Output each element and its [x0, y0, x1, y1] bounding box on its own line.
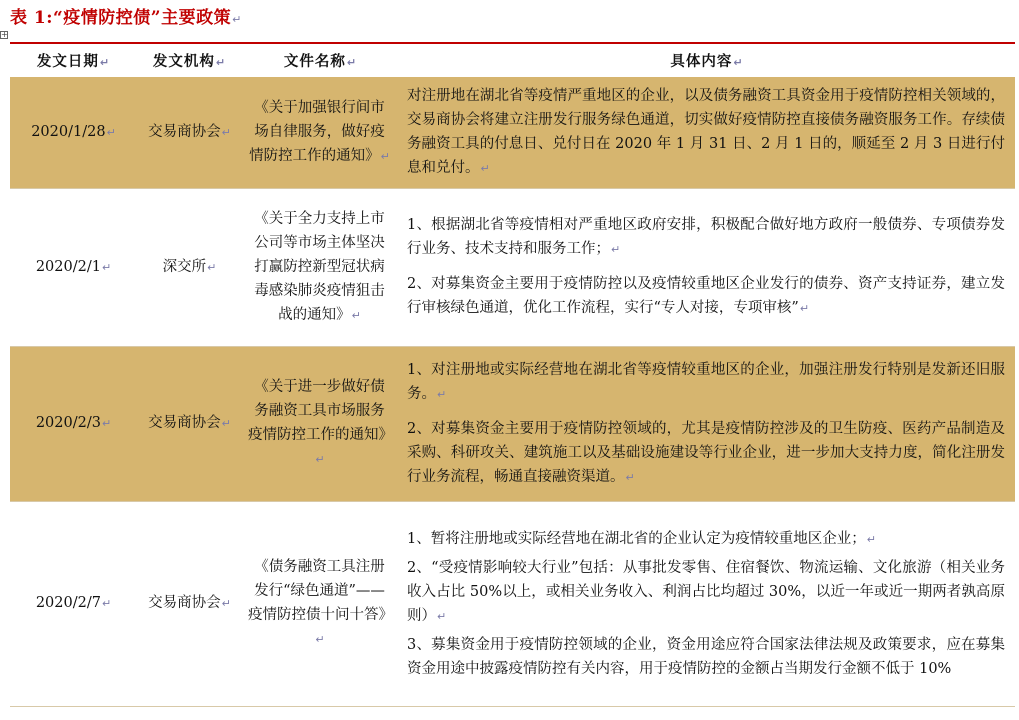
paragraph-mark-icon: ↵ — [346, 56, 358, 69]
content-paragraph: 2、对募集资金主要用于疫情防控领域的，尤其是疫情防控涉及的卫生防疫、医药产品制造及采购、科研攻关、建筑施工以及基础设施建设等行业企业，进一步加大支持力度，简化注册发行业务流程，畅通直接融资渠道。↵ — [407, 420, 1005, 485]
content-paragraph: 1、暂将注册地或实际经营地在湖北省的企业认定为疫情较重地区企业；↵ — [407, 530, 876, 547]
policy-table — [10, 44, 1015, 707]
table-title-text: 表 1:“疫情防控债”主要政策 — [10, 8, 232, 28]
paragraph-mark-icon: ↵ — [221, 125, 231, 139]
header-date: 发文日期↵ — [36, 53, 111, 70]
agency-cell: 交易商协会↵ — [137, 77, 242, 188]
date-cell: 2020/2/7↵ — [35, 595, 112, 611]
content-paragraph: 1、对注册地或实际经营地在湖北省等疫情较重地区的企业，加强注册发行特别是发新还旧服务。↵ — [407, 361, 1005, 402]
header-document: 文件名称↵ — [283, 53, 358, 70]
table-move-handle-icon[interactable]: + — [1, 30, 8, 39]
table-row — [10, 501, 1015, 706]
paragraph-mark-icon: ↵ — [866, 532, 876, 546]
content-paragraph: 1、根据湖北省等疫情相对严重地区政府安排，积极配合做好地方政府一般债券、专项债券发行业务、技术支持和服务工作；↵ — [407, 217, 1005, 257]
paragraph-mark-icon: ↵ — [232, 13, 242, 26]
paragraph-mark-icon: ↵ — [207, 260, 217, 274]
paragraph-mark-icon: ↵ — [315, 453, 325, 466]
paragraph-mark-icon: ↵ — [101, 260, 112, 274]
agency-cell: 深交所↵ — [162, 258, 217, 275]
table-title — [10, 3, 242, 28]
content-paragraph: 2、对募集资金主要用于疫情防控以及疫情较重地区企业发行的债券、资产支持证券，建立发行审核绿色通道，优化工作流程，实行“专人对接，专项审核”↵ — [407, 276, 1005, 316]
document-cell: 《债务融资工具注册发行“绿色通道”——疫情防控债十问十答》↵ — [248, 559, 393, 646]
header-row — [10, 44, 1015, 77]
paragraph-mark-icon: ↵ — [437, 387, 447, 401]
paragraph-mark-icon: ↵ — [380, 149, 390, 163]
paragraph-mark-icon: ↵ — [611, 243, 621, 256]
paragraph-mark-icon: ↵ — [106, 125, 116, 139]
paragraph-mark-icon: ↵ — [351, 308, 361, 322]
content-cell — [399, 188, 1015, 346]
paragraph-mark-icon: ↵ — [315, 633, 325, 646]
content-paragraph: 3、募集资金用于疫情防控领域的企业，资金用途应符合国家法律法规及政策要求，应在募集资金用途中披露疫情防控有关内容，用于疫情防控的金额占当期发行金额不低于 10% — [407, 636, 1005, 677]
date-cell: 2020/2/3↵ — [10, 346, 137, 501]
table-row — [10, 188, 1015, 346]
paragraph-mark-icon: ↵ — [799, 302, 810, 315]
content-paragraph: 对注册地在湖北省等疫情严重地区的企业，以及债务融资工具资金用于疫情防控相关领域的，交易商协会将建立注册发行服务绿色通道，切实做好疫情防控直接债务融资服务工作。存续债务融资工具的付息日、兑付日在 2020 年 1 月 31 日、2 月 1 日的，顺延至 2 月 3 日进行付息和兑付。↵ — [407, 87, 1005, 176]
paragraph-mark-icon: ↵ — [215, 56, 227, 69]
paragraph-mark-icon: ↵ — [221, 597, 231, 610]
date-cell: 2020/2/1↵ — [35, 258, 112, 275]
document-cell: 《关于进一步做好债务融资工具市场服务疫情防控工作的通知》↵ — [242, 346, 399, 501]
paragraph-mark-icon: ↵ — [733, 56, 744, 69]
header-content: 具体内容↵ — [670, 53, 744, 70]
document-cell: 《关于全力支持上市公司等市场主体坚决打赢防控新型冠状病毒感染肺炎疫情狙击战的通知》↵ — [254, 210, 385, 323]
paragraph-mark-icon: ↵ — [99, 56, 111, 69]
paragraph-mark-icon: ↵ — [480, 161, 490, 175]
agency-cell: 交易商协会↵ — [137, 346, 242, 501]
paragraph-mark-icon: ↵ — [221, 417, 231, 430]
paragraph-mark-icon: ↵ — [625, 470, 635, 484]
paragraph-mark-icon: ↵ — [101, 597, 112, 610]
paragraph-mark-icon: ↵ — [101, 417, 112, 430]
agency-cell: 交易商协会↵ — [148, 595, 231, 611]
header-agency: 发文机构↵ — [152, 53, 227, 70]
content-cell — [399, 77, 1015, 188]
content-cell — [399, 501, 1015, 706]
document-cell: 《关于加强银行间市场自律服务，做好疫情防控工作的通知》↵ — [242, 77, 399, 188]
content-paragraph: 2、“受疫情影响较大行业”包括：从事批发零售、住宿餐饮、物流运输、文化旅游（相关业务收入占比 50%以上，或相关业务收入、利润占比均超过 30%，以近一年或近一期两者孰高原则）↵ — [407, 559, 1005, 624]
table-row — [10, 77, 1015, 188]
date-cell: 2020/1/28↵ — [10, 77, 137, 188]
content-cell — [399, 346, 1015, 501]
paragraph-mark-icon: ↵ — [437, 609, 447, 623]
table-row — [10, 346, 1015, 501]
